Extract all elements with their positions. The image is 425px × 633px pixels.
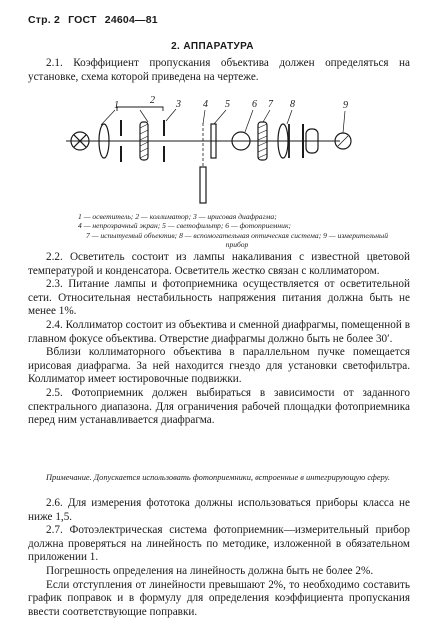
paragraph-2-4: 2.4. Коллиматор состоит из объектива и сменной диафрагмы, помещенной в главном фокусе объектива. Отверстие диафрагмы должно быть не более 30′. [28, 318, 410, 345]
standard-name: ГОСТ [68, 14, 97, 26]
opaque-screen-symbol [200, 167, 206, 203]
paragraph-2-7b: Погрешность определения на линейность должна быть не более 2%. [46, 564, 374, 577]
paragraphs-2-2-to-2-5 [28, 251, 410, 428]
standard-number: 24604—81 [104, 14, 158, 26]
paragraph-2-1: 2.1. Коэффициент пропускания объектива должен определяться на установке, схема которой приведена на чертеже. [28, 57, 410, 83]
diagram-label-7: 7 [268, 99, 273, 110]
section-title: 2. АППАРАТУРА [171, 41, 254, 52]
condenser-lens-symbol [99, 124, 109, 158]
diagram-label-9: 9 [343, 100, 348, 111]
diagram-label-4: 4 [203, 99, 208, 110]
meter-symbol [318, 133, 351, 149]
paragraphs-2-6-to-2-7 [28, 497, 410, 619]
paragraph-2-5: 2.5. Фотоприемник должен выбираться в зависимости от заданного спектрального диапазона. Для ограничения рабочей площадки фотоприемника перед ним устанавливается диафрагма. [28, 386, 410, 427]
page-number: Стр. 2 [28, 14, 61, 26]
paragraph-2-4b: Вблизи коллиматорного объектива в параллельном пучке помещается ирисовая диафрагма. За ней находится гнездо для установки светофильтра. Коллиматор имеет юстировочные подвижки. [28, 346, 410, 386]
diagram-label-3: 3 [176, 99, 181, 110]
paragraph-2-2: 2.2. Осветитель состоит из лампы накаливания с известной цветовой температурой и конденсатора. Осветитель жестко связан с коллиматором. [28, 251, 410, 277]
paragraph-2-3: 2.3. Питание лампы и фотоприемника осуществляется от осветительной сети. Относительная нестабильность напряжения питания должна быть не менее 1%. [28, 278, 410, 318]
note: Примечание. Допускается использовать фотоприемники, встроенные в интегрирующую сферу. [46, 473, 390, 482]
diagram-caption: 1 — осветитель; 2 — коллиматор; 3 — ирисовая диафрагма; 4 — непрозрачный экран; 5 — светофильтр; 6 — фотоприемник; 7 — испытуемый объектив; 8 — вспомогательная оптическая система; 9 — измерительный прибор [78, 212, 388, 250]
paragraph-2-7c: Если отступления от линейности превышают 2%, то необходимо составить график поправок и в формулу для определения коэффициента пропускания ввести соответствующие поправки. [28, 578, 410, 618]
diagram-label-2: 2 [150, 95, 155, 106]
diagram-label-5: 5 [225, 99, 230, 110]
diagram-label-6: 6 [252, 99, 257, 110]
paragraph-2-7: 2.7. Фотоэлектрическая система фотоприемник—измерительный прибор должна проверяться на линейность по методике, изложенной в обязательном приложении 1. [28, 524, 410, 564]
diagram-label-8: 8 [290, 99, 295, 110]
diagram-label-1: 1 [114, 100, 119, 111]
paragraph-2-6: 2.6. Для измерения фототока должны использоваться приборы класса не ниже 1,5. [28, 497, 410, 523]
